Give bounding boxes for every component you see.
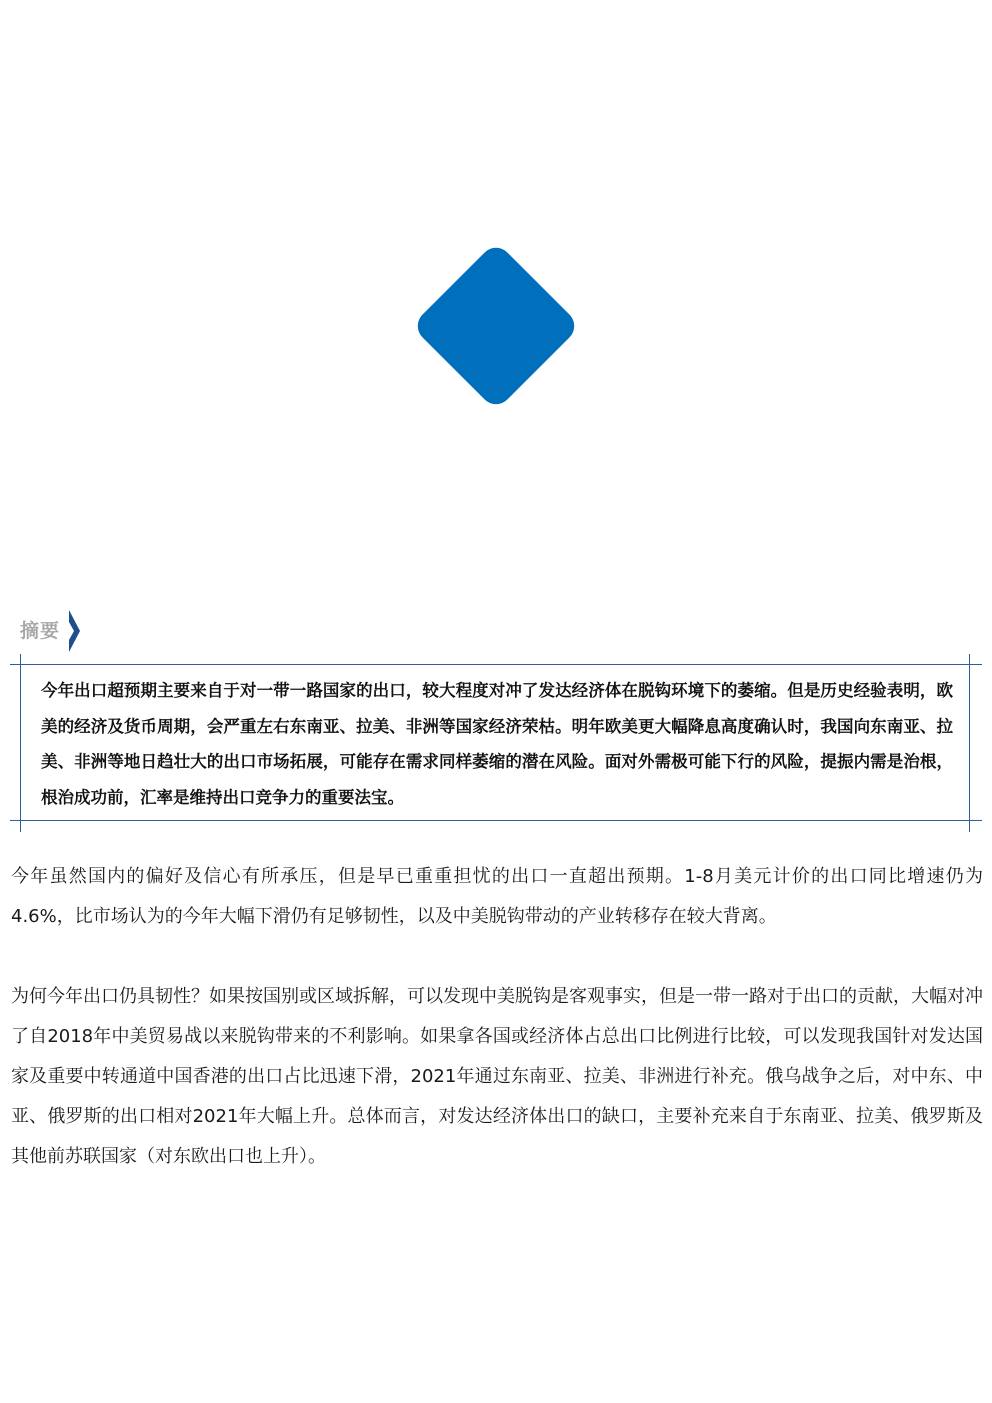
chevron-right-icon xyxy=(69,610,81,652)
blue-diamond-icon xyxy=(411,241,581,411)
abstract-text: 今年出口超预期主要来自于对一带一路国家的出口，较大程度对冲了发达经济体在脱钩环境下的萎缩。但是历史经验表明，欧美的经济及货币周期，会严重左右东南亚、拉美、非洲等国家经济荣枯。明年欧美更大幅降息高度确认时，我国向东南亚、拉美、非洲等地日趋壮大的出口市场拓展，可能存在需求同样萎缩的潜在风险。面对外需极可能下行的风险，提振内需是治根，根治成功前，汇率是维持出口竞争力的重要法宝。 xyxy=(41,681,953,807)
abstract-label: 摘要 xyxy=(20,620,61,642)
body-paragraph-1: 今年虽然国内的偏好及信心有所承压，但是早已重重担忧的出口一直超出预期。1-8月美元计价的出口同比增速仍为4.6%，比市场认为的今年大幅下滑仍有足够韧性，以及中美脱钩带动的产业转移存在较大背离。 xyxy=(11,866,983,927)
body-paragraph-2: 为何今年出口仍具韧性？如果按国别或区域拆解，可以发现中美脱钩是客观事实，但是一带一路对于出口的贡献，大幅对冲了自2018年中美贸易战以来脱钩带来的不利影响。如果拿各国或经济体占总出口比例进行比较，可以发现我国针对发达国家及重要中转通道中国香港的出口占比迅速下滑，2021年通过东南亚、拉美、非洲进行补充。俄乌战争之后，对中东、中亚、俄罗斯的出口相对2021年大幅上升。总体而言，对发达经济体出口的缺口，主要补充来自于东南亚、拉美、俄罗斯及其他前苏联国家（对东欧出口也上升）。 xyxy=(11,986,983,1167)
